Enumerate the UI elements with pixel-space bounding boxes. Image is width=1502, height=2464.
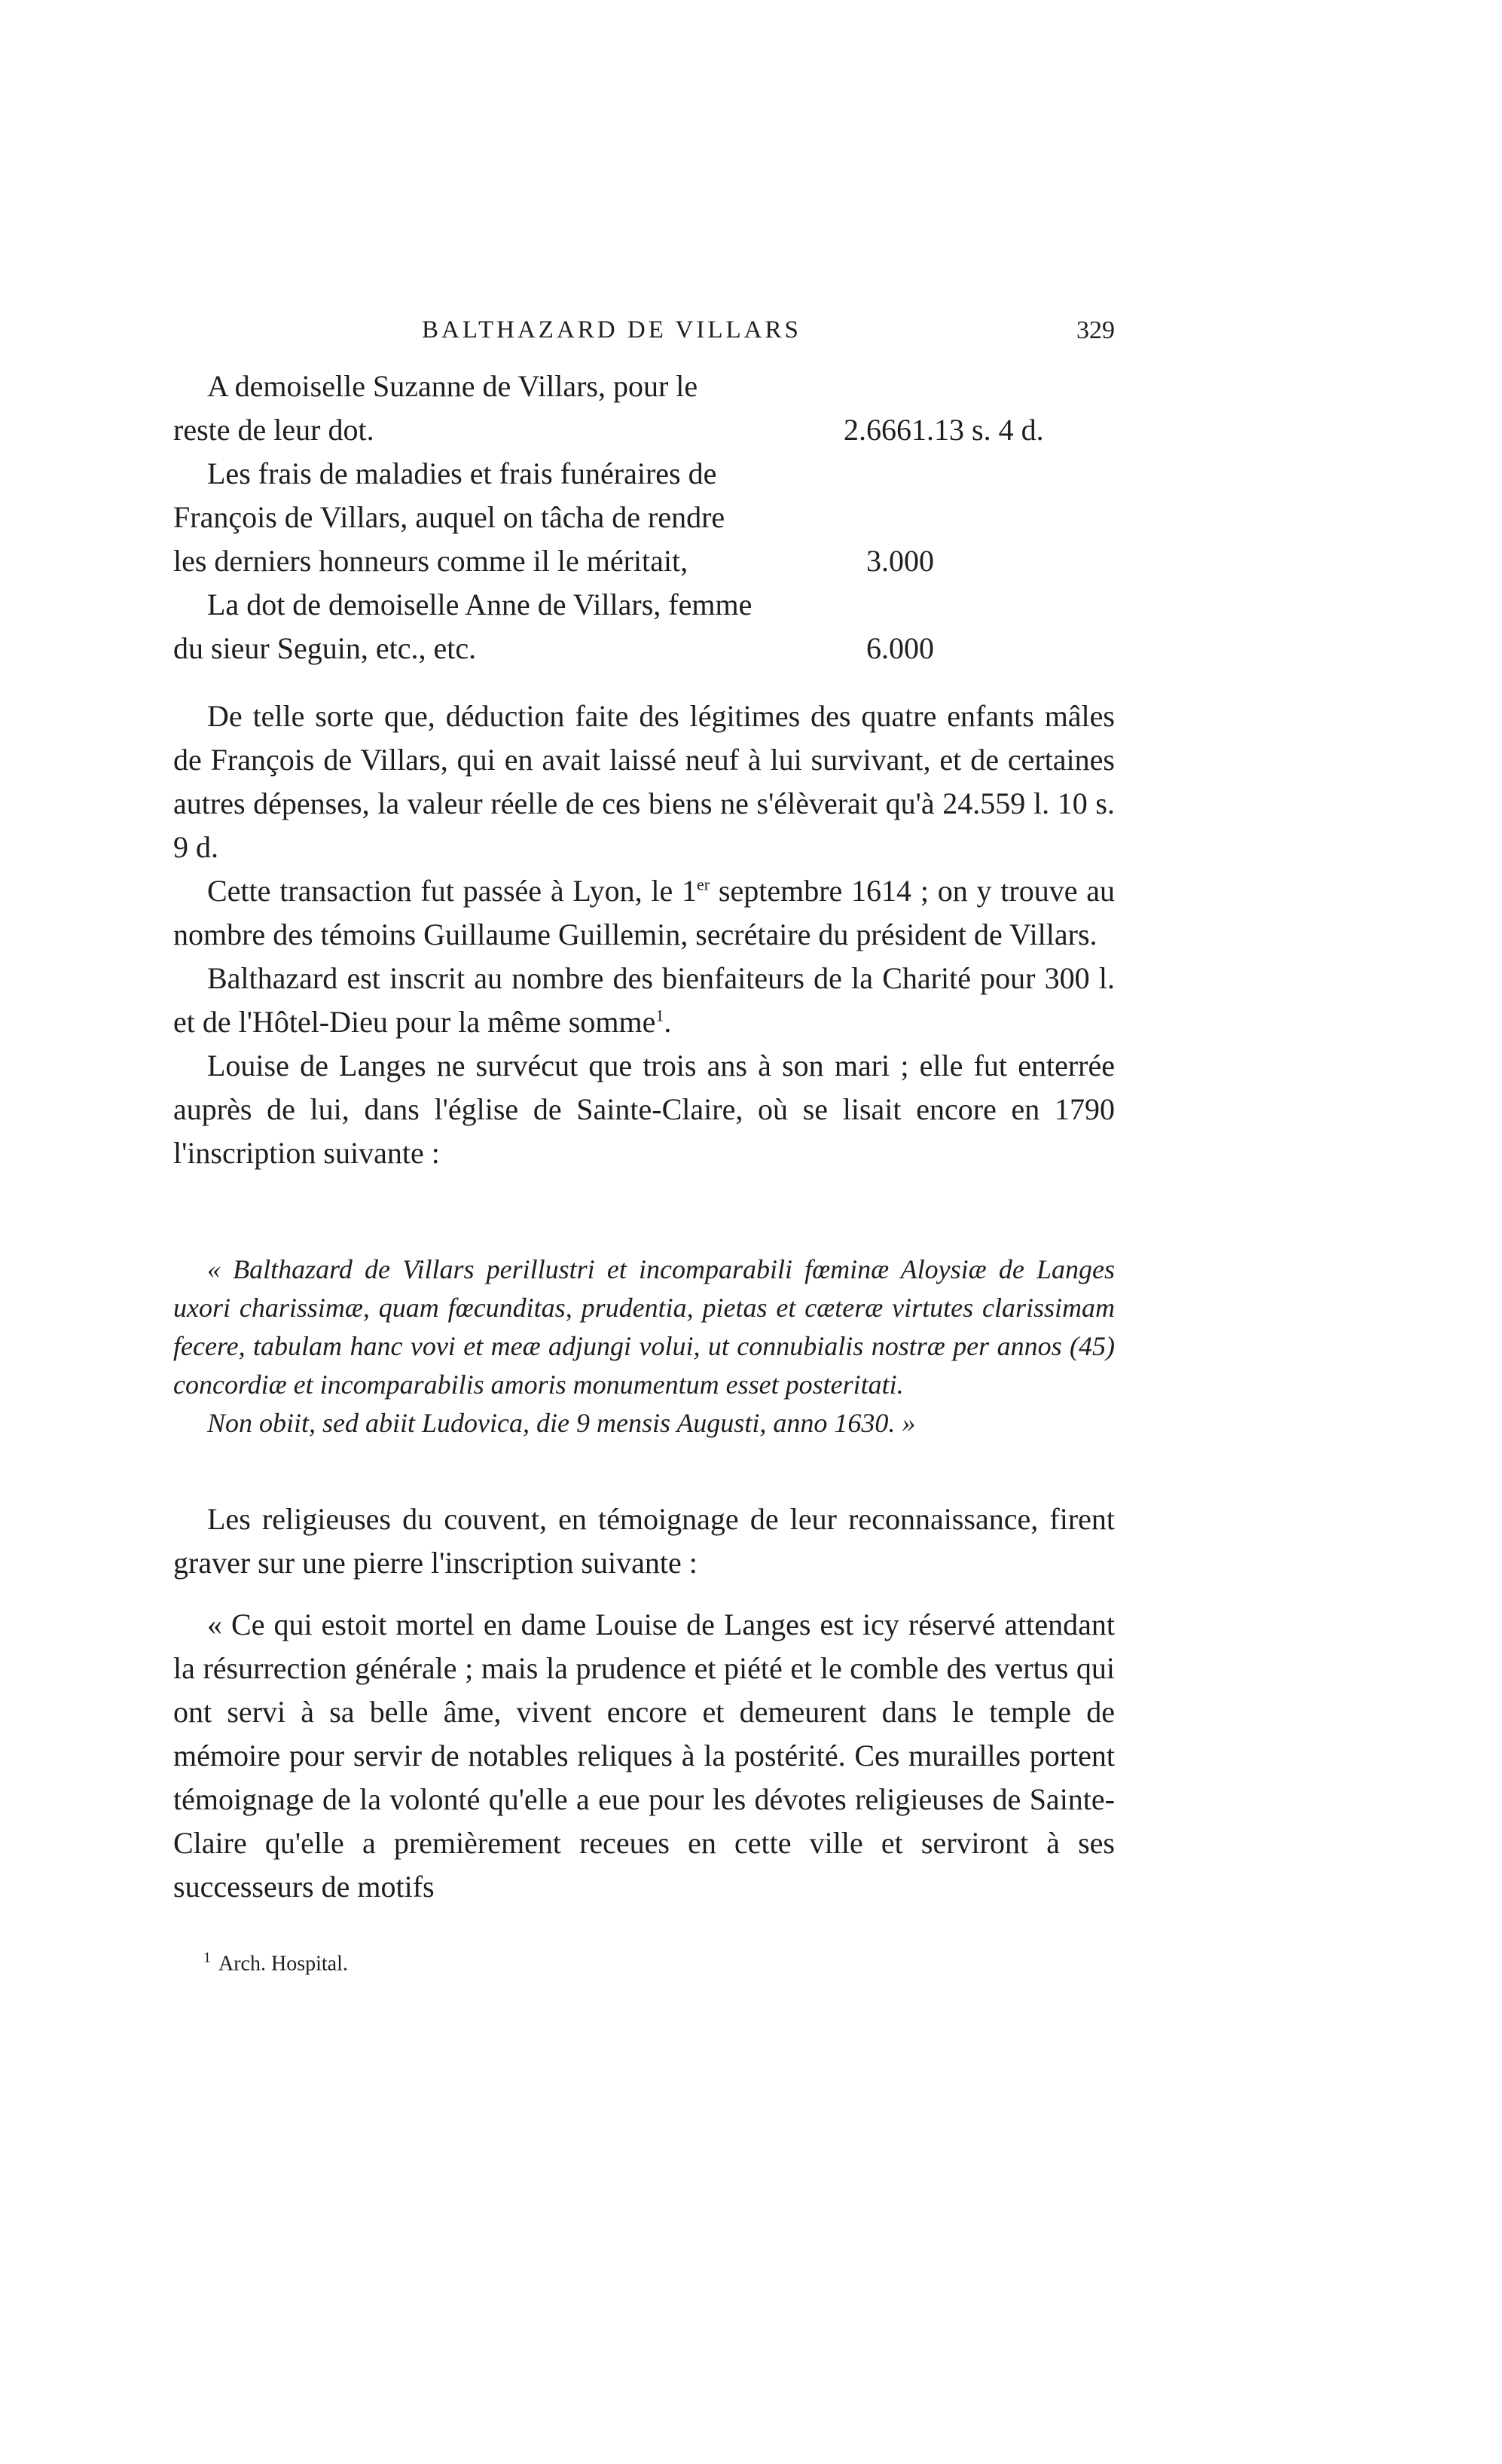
paragraph: Cette transaction fut passée à Lyon, le 1er septembre 1614 ; on y trouve au nombre des témoins Guillaume Guillemin, secrétaire du président de Villars. — [173, 874, 1116, 951]
body-text — [173, 695, 1115, 1175]
paragraph: Les religieuses du couvent, en témoignage de leur reconnaissance, firent graver sur une pierre l'inscription suivante : — [173, 1502, 1115, 1580]
footnote — [203, 1950, 348, 1976]
entry-line: reste de leur dot. — [173, 413, 374, 447]
expense-entry — [173, 452, 1115, 583]
entry-amount: 2.6661.13 s. 4 d. — [844, 413, 1044, 447]
footnote-ref: 1 — [655, 1006, 664, 1025]
footnote-text: Arch. Hospital. — [218, 1952, 348, 1976]
expense-entry — [173, 365, 1115, 452]
running-head — [173, 316, 1115, 354]
entry-line: du sieur Seguin, etc., etc. — [173, 631, 477, 665]
footnote-marker: 1 — [203, 1950, 211, 1966]
paragraph: « Ce qui estoit mortel en dame Louise de Langes est icy réservé attendant la résurrection générale ; mais la prudence et piété et le comble des vertus qui ont servi à sa belle âme, vivent encore et demeurent dans le temple de mémoire pour servir de notables reliques à la postérité. Ces murailles portent témoignage de la volonté qu'elle a eue pour les dévotes religieuses de Sainte-Claire qu'elle a premièrement receues en cette ville et serviront à ses successeurs de motifs — [173, 1608, 1115, 1904]
expense-entry — [173, 583, 1115, 670]
quote-paragraph: « Balthazard de Villars perillustri et incomparabili fœminæ Aloysiæ de Langes uxori charissimæ, quam fœcunditas, prudentia, pietas et cæteræ virtutes clarissimam fecere, tabulam hanc vovi et meæ adjungi volui, ut connubialis nostræ per annos (45) concordiæ et incomparabilis amoris monumentum esset posteritati. — [173, 1254, 1115, 1400]
entry-line: les derniers honneurs comme il le méritait, — [173, 544, 688, 578]
paragraph: Louise de Langes ne survécut que trois ans à son mari ; elle fut enterrée auprès de lui, dans l'église de Sainte-Claire, où se lisait encore en 1790 l'inscription suivante : — [173, 1049, 1115, 1170]
quote-paragraph: Non obiit, sed abiit Ludovica, die 9 mensis Augusti, anno 1630. » — [207, 1408, 916, 1438]
latin-epitaph — [173, 1250, 1115, 1443]
paragraph: De telle sorte que, déduction faite des légitimes des quatre enfants mâles de François de Villars, qui en avait laissé neuf à lui survivant, et de certaines autres dépenses, la valeur réelle de ces biens ne s'élèverait qu'à 24.559 l. 10 s. 9 d. — [173, 699, 1115, 864]
running-title: BALTHAZARD DE VILLARS — [422, 316, 801, 343]
french-inscription — [173, 1603, 1115, 1909]
entry-amount: 6.000 — [866, 631, 934, 665]
superscript: er — [697, 875, 710, 894]
entry-line: La dot de demoiselle Anne de Villars, femme — [207, 588, 753, 621]
body-text-continued — [173, 1498, 1115, 1585]
expense-list — [173, 365, 1115, 670]
entry-line: François de Villars, auquel on tâcha de rendre — [173, 500, 725, 534]
page-number: 329 — [1076, 316, 1115, 344]
paragraph: Balthazard est inscrit au nombre des bienfaiteurs de la Charité pour 300 l. et de l'Hôtel-Dieu pour la même somme$^1$. — [173, 961, 1115, 1039]
entry-line: A demoiselle Suzanne de Villars, pour le — [207, 369, 698, 403]
entry-line: Les frais de maladies et frais funéraires de — [207, 456, 717, 490]
entry-amount: 3.000 — [866, 544, 934, 578]
